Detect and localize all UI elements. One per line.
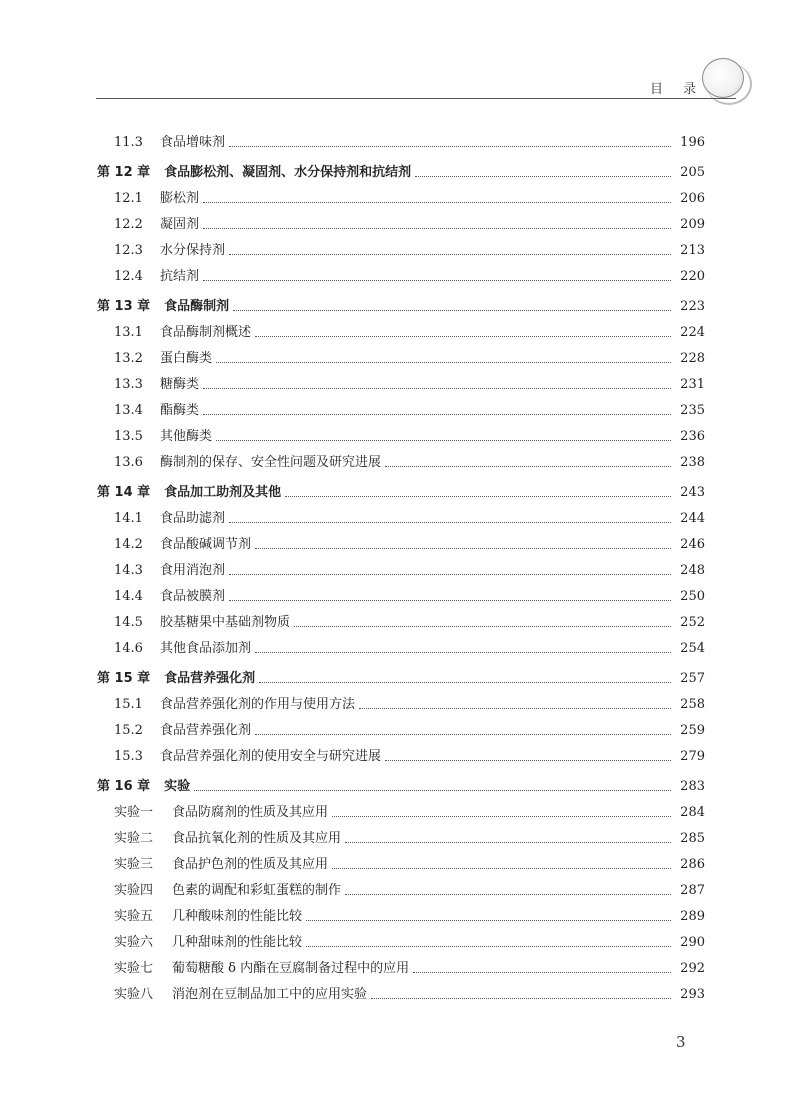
toc-entry-page: 258 (680, 697, 705, 712)
dot-leader (229, 574, 671, 575)
toc-entry-page: 235 (680, 403, 705, 418)
toc-entry-number: 实验八 (114, 987, 154, 1002)
toc-section-entry[interactable] (97, 260, 705, 286)
toc-entry-number: 13.6 (114, 455, 143, 470)
toc-entry-number: 12.2 (114, 217, 143, 232)
toc-entry-number: 12.4 (114, 269, 143, 284)
toc-entry-title: 酯酶类 (160, 403, 200, 418)
toc-entry-page: 213 (680, 243, 705, 258)
toc-entry-page: 220 (680, 269, 705, 284)
dot-leader (371, 998, 671, 999)
toc-entry-number: 实验二 (114, 831, 154, 846)
toc-entry-page: 206 (680, 191, 705, 206)
toc-entry-number: 14.4 (114, 589, 143, 604)
toc-entry-number: 13.1 (114, 325, 143, 340)
dot-leader (229, 600, 671, 601)
toc-entry-title: 食品酸碱调节剂 (160, 537, 252, 552)
toc-entry-page: 244 (680, 511, 705, 526)
dot-leader (194, 790, 671, 791)
toc-entry-title: 食品抗氧化剂的性质及其应用 (172, 831, 342, 846)
toc-entry-title: 水分保持剂 (160, 243, 226, 258)
toc-entry-page: 290 (680, 935, 705, 950)
toc-section-entry[interactable] (97, 688, 705, 714)
toc-entry-number: 15.1 (114, 697, 143, 712)
toc-entry-number: 13.3 (114, 377, 143, 392)
toc-chapter-entry[interactable] (97, 286, 705, 316)
toc-entry-title: 食品酶制剂概述 (160, 325, 252, 340)
toc-entry-number: 13.5 (114, 429, 143, 444)
toc-entry-title: 凝固剂 (160, 217, 200, 232)
dot-leader (203, 228, 671, 229)
toc-entry-number: 12.1 (114, 191, 143, 206)
toc-entry-number: 第 12 章 (97, 165, 151, 180)
toc-entry-title: 食品被膜剂 (160, 589, 226, 604)
toc-entry-page: 250 (680, 589, 705, 604)
toc-entry-page: 259 (680, 723, 705, 738)
dot-leader (216, 362, 671, 363)
toc-entry-title: 食品膨松剂、凝固剂、水分保持剂和抗结剂 (164, 165, 412, 180)
toc-entry-number: 14.5 (114, 615, 143, 630)
dot-leader (216, 440, 671, 441)
toc-entry-title: 食品营养强化剂 (160, 723, 252, 738)
toc-chapter-entry[interactable] (97, 152, 705, 182)
toc-entry-page: 285 (680, 831, 705, 846)
toc-section-entry[interactable] (97, 528, 705, 554)
page-number: 3 (676, 1033, 686, 1051)
dot-leader (332, 816, 671, 817)
dot-leader (413, 972, 671, 973)
toc-entry-number: 第 14 章 (97, 485, 151, 500)
toc-entry-page: 287 (680, 883, 705, 898)
toc-entry-number: 13.4 (114, 403, 143, 418)
toc-section-entry[interactable] (97, 394, 705, 420)
toc-entry-page: 283 (680, 779, 705, 794)
toc-entry-page: 246 (680, 537, 705, 552)
header-title: 目 录 (650, 82, 705, 97)
dot-leader (203, 202, 671, 203)
toc-entry-page: 289 (680, 909, 705, 924)
toc-section-entry[interactable] (97, 580, 705, 606)
dot-leader (203, 388, 671, 389)
dot-leader (255, 734, 671, 735)
toc-section-entry[interactable] (97, 446, 705, 472)
toc-section-entry[interactable] (97, 632, 705, 658)
toc-experiment-entry[interactable] (97, 900, 705, 926)
toc-entry-title: 消泡剂在豆制品加工中的应用实验 (172, 987, 368, 1002)
toc-section-entry[interactable] (97, 342, 705, 368)
toc-experiment-entry[interactable] (97, 978, 705, 1004)
toc-section-entry[interactable] (97, 740, 705, 766)
dot-leader (203, 414, 671, 415)
toc-entry-title: 其他酶类 (160, 429, 213, 444)
dot-leader (259, 682, 671, 683)
table-of-contents (97, 126, 705, 1004)
toc-entry-page: 286 (680, 857, 705, 872)
toc-entry-number: 实验四 (114, 883, 154, 898)
dot-leader (229, 146, 671, 147)
dot-leader (255, 548, 671, 549)
toc-entry-title: 胶基糖果中基础剂物质 (160, 615, 291, 630)
toc-entry-number: 第 16 章 (97, 779, 151, 794)
toc-entry-title: 食品营养强化剂的使用安全与研究进展 (160, 749, 382, 764)
toc-entry-title: 几种酸味剂的性能比较 (172, 909, 303, 924)
toc-section-entry[interactable] (97, 316, 705, 342)
toc-entry-page: 243 (680, 485, 705, 500)
toc-entry-number: 14.6 (114, 641, 143, 656)
toc-entry-title: 抗结剂 (160, 269, 200, 284)
toc-section-entry[interactable] (97, 208, 705, 234)
toc-entry-page: 209 (680, 217, 705, 232)
header-decoration-circle (702, 58, 744, 98)
toc-entry-title: 糖酶类 (160, 377, 200, 392)
dot-leader (385, 466, 671, 467)
toc-entry-number: 14.1 (114, 511, 143, 526)
toc-entry-page: 196 (680, 135, 705, 150)
toc-chapter-entry[interactable] (97, 766, 705, 796)
toc-entry-number: 实验三 (114, 857, 154, 872)
toc-entry-title: 其他食品添加剂 (160, 641, 252, 656)
toc-entry-number: 14.2 (114, 537, 143, 552)
dot-leader (203, 280, 671, 281)
toc-entry-title: 实验 (164, 779, 191, 794)
toc-experiment-entry[interactable] (97, 822, 705, 848)
dot-leader (294, 626, 671, 627)
toc-experiment-entry[interactable] (97, 952, 705, 978)
dot-leader (385, 760, 671, 761)
toc-entry-title: 食品防腐剂的性质及其应用 (172, 805, 329, 820)
toc-entry-page: 205 (680, 165, 705, 180)
toc-entry-page: 293 (680, 987, 705, 1002)
header-rule (96, 98, 736, 99)
toc-entry-page: 292 (680, 961, 705, 976)
dot-leader (359, 708, 671, 709)
toc-entry-title: 食用消泡剂 (160, 563, 226, 578)
toc-entry-page: 223 (680, 299, 705, 314)
toc-section-entry[interactable] (97, 606, 705, 632)
toc-entry-number: 实验五 (114, 909, 154, 924)
toc-entry-title: 食品护色剂的性质及其应用 (172, 857, 329, 872)
toc-section-entry[interactable] (97, 714, 705, 740)
toc-entry-number: 11.3 (114, 135, 143, 150)
toc-entry-number: 12.3 (114, 243, 143, 258)
dot-leader (285, 496, 671, 497)
toc-section-entry[interactable] (97, 502, 705, 528)
toc-section-entry[interactable] (97, 420, 705, 446)
dot-leader (233, 310, 671, 311)
toc-entry-title: 膨松剂 (160, 191, 200, 206)
toc-chapter-entry[interactable] (97, 658, 705, 688)
toc-entry-title: 食品营养强化剂 (164, 671, 256, 686)
toc-section-entry[interactable] (97, 182, 705, 208)
toc-entry-page: 224 (680, 325, 705, 340)
toc-entry-title: 食品助滤剂 (160, 511, 226, 526)
dot-leader (415, 176, 671, 177)
toc-entry-title: 食品营养强化剂的作用与使用方法 (160, 697, 356, 712)
toc-entry-number: 第 15 章 (97, 671, 151, 686)
toc-entry-number: 实验七 (114, 961, 154, 976)
dot-leader (255, 652, 671, 653)
dot-leader (255, 336, 671, 337)
toc-entry-page: 252 (680, 615, 705, 630)
toc-entry-number: 15.3 (114, 749, 143, 764)
toc-entry-page: 236 (680, 429, 705, 444)
toc-entry-number: 15.2 (114, 723, 143, 738)
toc-chapter-entry[interactable] (97, 472, 705, 502)
toc-entry-title: 几种甜味剂的性能比较 (172, 935, 303, 950)
toc-section-entry[interactable] (97, 126, 705, 152)
toc-section-entry[interactable] (97, 368, 705, 394)
toc-entry-page: 279 (680, 749, 705, 764)
dot-leader (229, 254, 671, 255)
toc-entry-number: 14.3 (114, 563, 143, 578)
toc-entry-page: 228 (680, 351, 705, 366)
toc-entry-number: 实验六 (114, 935, 154, 950)
toc-entry-page: 254 (680, 641, 705, 656)
toc-entry-title: 食品加工助剂及其他 (164, 485, 282, 500)
toc-entry-title: 食品酶制剂 (164, 299, 230, 314)
toc-entry-number: 实验一 (114, 805, 154, 820)
toc-experiment-entry[interactable] (97, 874, 705, 900)
toc-entry-title: 酶制剂的保存、安全性问题及研究进展 (160, 455, 382, 470)
toc-experiment-entry[interactable] (97, 848, 705, 874)
toc-entry-number: 第 13 章 (97, 299, 151, 314)
toc-entry-number: 13.2 (114, 351, 143, 366)
toc-entry-title: 蛋白酶类 (160, 351, 213, 366)
toc-entry-page: 248 (680, 563, 705, 578)
toc-entry-page: 231 (680, 377, 705, 392)
toc-section-entry[interactable] (97, 554, 705, 580)
toc-entry-page: 257 (680, 671, 705, 686)
dot-leader (306, 920, 671, 921)
dot-leader (345, 894, 671, 895)
toc-experiment-entry[interactable] (97, 796, 705, 822)
dot-leader (332, 868, 671, 869)
toc-entry-title: 葡萄糖酸 δ 内酯在豆腐制备过程中的应用 (172, 961, 410, 976)
toc-entry-page: 284 (680, 805, 705, 820)
dot-leader (229, 522, 671, 523)
toc-entry-title: 食品增味剂 (160, 135, 226, 150)
toc-section-entry[interactable] (97, 234, 705, 260)
dot-leader (306, 946, 671, 947)
toc-experiment-entry[interactable] (97, 926, 705, 952)
toc-entry-page: 238 (680, 455, 705, 470)
dot-leader (345, 842, 671, 843)
toc-entry-title: 色素的调配和彩虹蛋糕的制作 (172, 883, 342, 898)
